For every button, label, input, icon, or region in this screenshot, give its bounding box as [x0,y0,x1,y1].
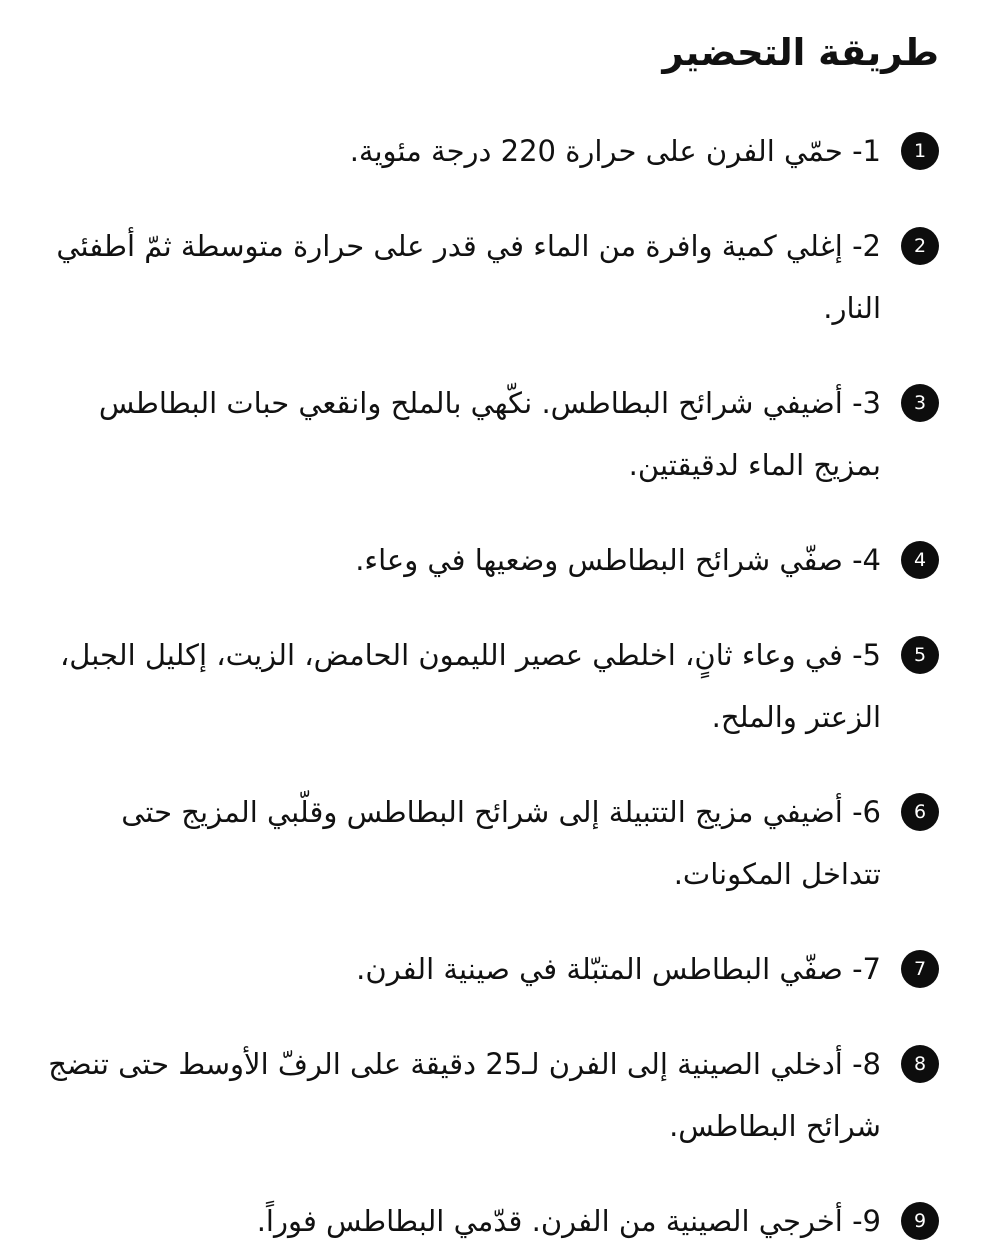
step-number-badge: 3 [901,384,939,422]
step-text: 2- إغلي كمية وافرة من الماء في قدر على حرارة متوسطة ثمّ أطفئي النار. [56,229,881,325]
step-item [40,120,939,182]
step-item [40,372,939,496]
section-title: طريقة التحضير [662,31,939,74]
step-text: 6- أضيفي مزيج التتبيلة إلى شرائح البطاطس وقلّبي المزيج حتى تتداخل المكونات. [121,795,881,891]
step-text: 7- صفّي البطاطس المتبّلة في صينية الفرن. [356,952,881,986]
steps-list [40,120,939,1252]
step-number-badge: 9 [901,1202,939,1240]
step-item [40,624,939,748]
step-item [40,781,939,905]
step-item [40,529,939,591]
step-number-badge: 6 [901,793,939,831]
step-text: 8- أدخلي الصينية إلى الفرن لـ25 دقيقة على الرفّ الأوسط حتى تنضج شرائح البطاطس. [48,1047,881,1143]
step-text: 1- حمّي الفرن على حرارة 220 درجة مئوية. [349,134,881,168]
step-number-badge: 1 [901,132,939,170]
step-text: 4- صفّي شرائح البطاطس وضعيها في وعاء. [355,543,881,577]
step-number-badge: 4 [901,541,939,579]
step-number-badge: 2 [901,227,939,265]
step-item [40,1190,939,1252]
step-text: 5- في وعاء ثانٍ، اخلطي عصير الليمون الحامض، الزيت، إكليل الجبل، الزعتر والملح. [59,638,881,734]
step-number-badge: 5 [901,636,939,674]
step-number-badge: 7 [901,950,939,988]
step-text: 3- أضيفي شرائح البطاطس. نكّهي بالملح وانقعي حبات البطاطس بمزيج الماء لدقيقتين. [98,386,881,482]
step-text: 9- أخرجي الصينية من الفرن. قدّمي البطاطس فوراً. [256,1204,881,1238]
step-item [40,1033,939,1157]
step-number-badge: 8 [901,1045,939,1083]
step-item [40,938,939,1000]
step-item [40,215,939,339]
